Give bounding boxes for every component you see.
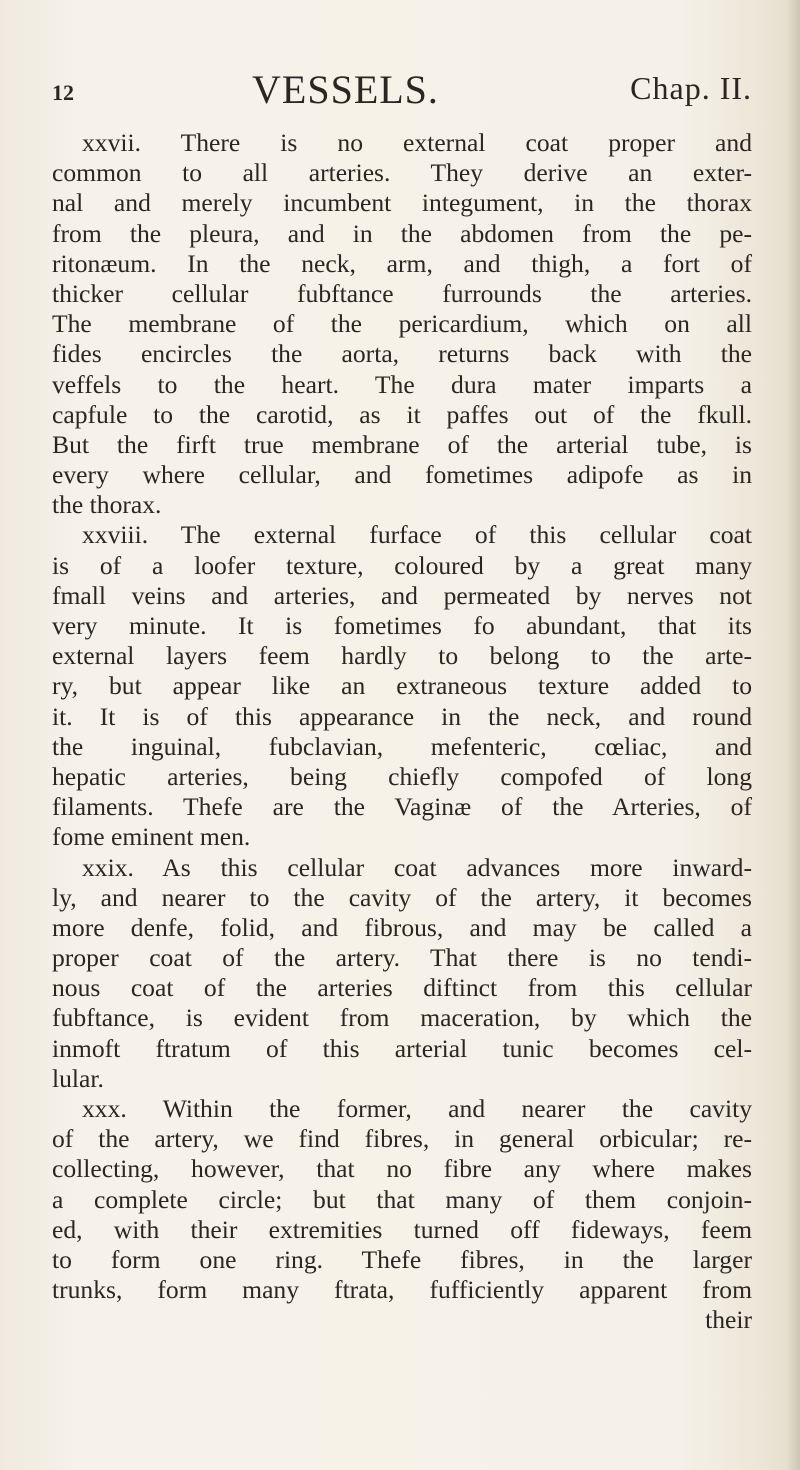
text-line: more denfe, folid, and fibrous, and may be called a [52,912,752,942]
text-line: xxvii. There is no external coat proper and [82,128,752,157]
text-line: the inguinal, fubclavian, mefenteric, cœliac, and [52,731,752,761]
text-line: collecting, however, that no fibre any where makes [52,1154,752,1184]
running-title: VESSELS. [252,67,439,112]
text-line: every where cellular, and fometimes adipofe as in [52,460,752,490]
text-line: the thorax. [52,490,162,520]
text-line: trunks, form many ftrata, fufficiently apparent from [52,1275,752,1305]
chapter-label: Chap. II. [630,70,752,106]
text-line: common to all arteries. They derive an exter- [52,158,752,188]
text-line: it. It is of this appearance in the neck, and round [52,701,752,731]
text-line: xxx. Within the former, and nearer the cavity [82,1094,752,1123]
text-line: of the artery, we find fibres, in general orbicular; re- [52,1124,752,1154]
text-line: external layers feem hardly to belong to the arte- [52,641,752,671]
text-line: to form one ring. Thefe fibres, in the larger [52,1244,752,1274]
text-line: very minute. It is fometimes fo abundant, that its [52,611,752,640]
text-line: ed, with their extremities turned off fideways, feem [52,1214,752,1244]
text-line: But the firft true membrane of the arterial tube, is [52,429,752,459]
text-line: nous coat of the arteries diftinct from this cellular [52,973,752,1003]
text-line: nal and merely incumbent integument, in the thorax [52,188,752,218]
text-line: lular. [52,1063,104,1093]
text-line: fmall veins and arteries, and permeated by nerves not [52,580,752,610]
catchword: their [705,1305,752,1335]
text-line: ly, and nearer to the cavity of the artery, it becomes [52,882,752,912]
page-number: 12 [52,80,74,105]
text-line: filaments. Thefe are the Vaginæ of the Arteries, of [52,792,752,822]
text-line: fides encircles the aorta, returns back with the [52,339,752,369]
page-header [52,66,752,116]
text-line: xxviii. The external furface of this cellular coat [82,520,752,550]
text-line: from the pleura, and in the abdomen from the pe- [52,218,752,248]
text-line: ry, but appear like an extraneous texture added to [52,671,752,701]
text-line: veffels to the heart. The dura mater imparts a [52,369,752,399]
text-line: hepatic arteries, being chiefly compofed of long [52,761,752,791]
text-line: ritonæum. In the neck, arm, and thigh, a fort of [52,248,752,278]
text-line: xxix. As this cellular coat advances more inward- [82,852,752,882]
text-line: capfule to the carotid, as it paffes out of the fkull. [52,399,752,429]
page-edge-shadow [786,0,800,1470]
text-line: a complete circle; but that many of them conjoin- [52,1184,752,1214]
text-line: fubftance, is evident from maceration, by which the [52,1003,752,1033]
text-line: The membrane of the pericardium, which on all [52,309,752,339]
text-line: fome eminent men. [52,822,251,852]
text-line: thicker cellular fubftance furrounds the arteries. [52,278,752,308]
body-text [52,128,752,1336]
text-line: is of a loofer texture, coloured by a great many [52,550,752,580]
text-line: proper coat of the artery. That there is no tendi- [52,943,752,973]
text-line: inmoft ftratum of this arterial tunic becomes cel- [52,1033,752,1063]
